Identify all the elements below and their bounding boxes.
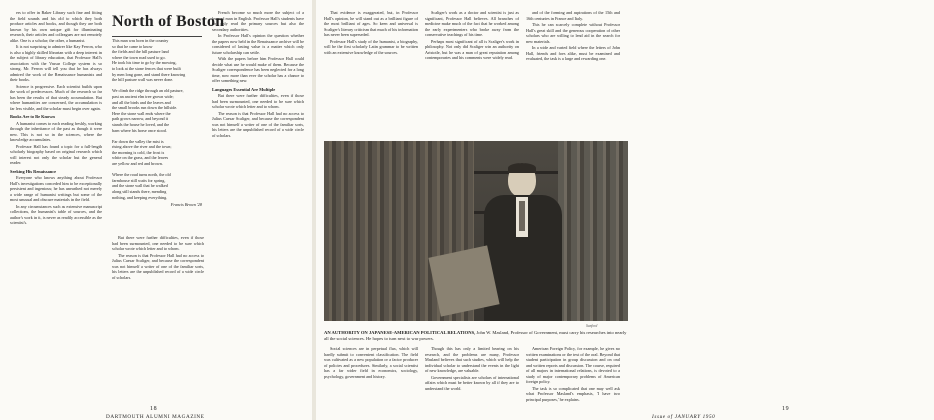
paragraph: Scaliger's work as a doctor and scientist is just as significant, Professor Hall believes. All branches of medicine make much of the fact that he worked among the early experimenters who broke away from the conservative teachings of his time. [425,10,519,37]
paragraph: The reason is that Professor Hall had no access to Julius Caesar Scaliger, and because the correspondent was not himself a writer of one of the familiar sorts, his letters are the unpublished record of a wide circle of scholars. [212,110,304,138]
right-bottom-column-3 [526,346,620,404]
paragraph: Everyone who knows anything about Professor Hall's investigations conceded him to be exceptionally persistent and ingenious; he has unearthed not merely a wide range of humanist writings but some of the most unusual and obscure materials in the field. [10,175,102,202]
poem-line: the hill pasture wall was never done. [112,77,174,83]
paragraph: In any circumstances such as extensive manuscript collections, the humanist's table of sources, and the author's work in it, is never as readily accessible as the scientist's. [10,203,102,225]
poem-line: barn where his horse once stood. [112,127,167,133]
section-heading: Languages Essential Are Multiple [212,86,276,92]
paragraph: But there were further difficulties, even if those had been surmounted, one needed to be sure which scholar wrote which letter and to whom. [212,93,304,109]
section-heading: Seeking His Renaissance [10,168,57,174]
poem-line: and the stone wall that he walked [112,183,168,189]
left-column-3 [212,10,304,405]
magazine-name: DARTMOUTH ALUMNI MAGAZINE [106,414,205,420]
poem-line: to look at the stone fences that were built [112,65,181,71]
paragraph: The task is so complicated that one may well ask what Professor Masland's emphasis, 'I have two principal purposes,' he explains. [526,385,620,402]
poem-line: white on the grass, and the leaves [112,155,169,161]
paragraph: Professor Hall has found a topic for a full-length scholarly biography based on original research which will interest not only the scholar but the general reader. [10,143,102,165]
photo-caption [324,330,628,342]
right-top-column-1 [324,10,418,136]
paragraph: Perhaps most significant of all is Scaliger's work in philosophy. Not only did Scaliger win an authority on Aristotle, but he was a man of great reputation among contemporaries and his comments were widely read. [425,38,519,60]
poem-line: so that he came to know [112,43,153,49]
poem-line: Where the road turns north, the old [112,172,171,178]
open-book [428,245,499,316]
paragraph: French become so much more the subject of a learned man in English. Professor Hall's students have not only read the primary sources but also the secondary authorities. [212,10,304,32]
poem-line: Far down the valley the mist is [112,138,164,144]
poem [112,38,202,208]
paragraph: Though this has only a limited bearing on his research, and the problems are many, Professor Masland believes that such studies, which will help the individual scholar to understand the events in the light of new knowledge, are valuable. [425,346,519,373]
poem-line: by men long gone, and stand there knowing [112,71,186,77]
poem-line: farmhouse still waits for spring, [112,177,166,183]
poem-line: along still stands there, mending [112,189,167,195]
paragraph: It is not surprising to admirer like Kay Ferron, who is also a highly skilled librarian with a deep interest in the subject of library education, that Professor Hall's association with the Vassar College system is so strong. Mr. Ferron will tell you that he has always admired the work of the Renaissance humanists and their books. [10,44,102,82]
poem-line: nothing, and keeping everything. [112,194,168,200]
paragraph: Science is progressive. Each scientist builds upon the work of predecessors. Much of the research so far has been the results of that steady accumulation. But where humanities are concerned, the accumulation is far less visible, and the scholar must begin over again. [10,83,102,111]
page-title: North of Boston [112,13,225,30]
section-heading: Books Are to Be Known [10,114,55,119]
right-bottom-column-2 [425,346,519,404]
poem-line: and all the birds and the leaves and [112,99,171,105]
paragraph: The reason is that Professor Hall had no access to Julius Caesar Scaliger, and because the correspondent was not himself a writer of one of the familiar sorts, his letters are the unpublished record of a wide circle of scholars. [112,252,204,280]
poem-line: He took his time to go by the mowing, [112,60,177,66]
left-column-2 [112,235,204,405]
poem-line: are yellow and red and brown. [112,161,163,167]
left-page [0,0,312,420]
paragraph: In Professor Hall's opinion the question whether the papers now held in the Renaissance archive will be considered of lasting value is a matter which only future scholarship can settle. [212,33,304,55]
paragraph: A humanist comes to each reading freshly, working through the inheritance of the past as though it were new. This is not so in the sciences, where the knowledge accumulates. [10,120,103,142]
photograph [324,141,628,321]
paragraph: ers to offer in Baker Library such fine and fitting the field sounds and his old to which they both produce articles and books, and though they are both known by his own unique gift for illuminating research, their articles and colleagues are not remotely alike. One is a scholar; the other, a humanist. [10,10,102,43]
poem-line: Here the stone wall ends where the [112,110,171,116]
paragraph: But there were further difficulties, even if those had been surmounted, one needed to be sure which scholar wrote which letter and to whom. [112,235,204,251]
poem-line: rising above the river and the town; [112,144,172,150]
paragraph: With the papers before him Professor Hall could decide what use he would make of them. Because the Scaliger correspondence has been neglected for a long time, now more than ever the scholar has a chance to offer something new. [212,56,304,83]
left-column-1 [10,10,102,405]
poem-line: the morning is cold, the frost is [112,149,165,155]
paragraph: Government specialists are scholars of international affairs which must be better known by all if they are to understand the world. [425,374,519,391]
poem-line: the fields and the hill pasture land [112,49,169,55]
left-page-number: 18 [150,406,158,412]
poem-line: We climb the ridge through an old pasture, [112,88,184,94]
paragraph: American Foreign Policy, for example, he gives no written examinations or the text of the oral. Beyond that student participation in group discussion and on oral and written reports and discussion. The course, required of all majors in international relations, is devoted to a study of major contemporary problems of American foreign policy. [526,346,620,384]
poem-line: the small brooks run down the hillside. [112,105,178,111]
paragraph: Social sciences are in perpetual flux, which will hardly submit to convenient classification. The field was cultivated as a new population or a factor producer of policies and procedures. Similarly, a social scientist has a far wider field in economics, sociology, psychology, government and history. [324,346,418,379]
paragraph: In a wide and varied field where the letters of John Hall, friends and foes alike, must be examined and evaluated, the task is a large and rewarding one. [526,45,620,61]
paragraph: and of the forming and aspirations of the 15th and 16th centuries in France and Italy. [526,10,620,21]
caption-bold: AN AUTHORITY ON JAPANESE-AMERICAN POLITICAL RELATIONS, [324,330,476,335]
paragraph: That evidence is exaggerated, but, in Professor Hall's opinion, he will stand out as a brilliant figure of the most brilliant of ages. So keen and universal is Scaliger's literary criticism that much of his information has never been superseded. [324,10,418,37]
right-bottom-column-1 [324,346,418,404]
right-top-column-3 [526,10,620,136]
poem-line: path grows narrow, and beyond it [112,116,169,122]
poem-attribution: Francis Brown '28 [170,202,202,208]
poem-line: This man was born in the country [112,38,169,43]
paragraph: Professor Hall's study of the humanist, a biography, will be the first scholarly Latin grammar to be written with an extensive knowledge of the sources. [324,38,418,55]
photo-credit: Sanford [586,324,598,328]
issue-date: Issue of JANUARY 1950 [652,414,716,420]
right-page [316,0,790,420]
poem-line: past an ancient elm tree grown wide; [112,93,174,99]
caption-text: John W. Masland, Professor of Government, must carry his researches into nearly all the social sciences. He hopes to turn next to war powers. [324,330,627,341]
paragraph: This he can scarcely complete without Professor Hall's great skill and the generous cooperation of other scholars who are willing to lend aid in the search for new materials. [526,22,620,44]
poem-line: stands the house he loved, and the [112,121,170,127]
right-top-column-2 [425,10,519,136]
poem-line: where the town road used to go. [112,54,166,60]
right-page-number: 19 [782,406,790,412]
